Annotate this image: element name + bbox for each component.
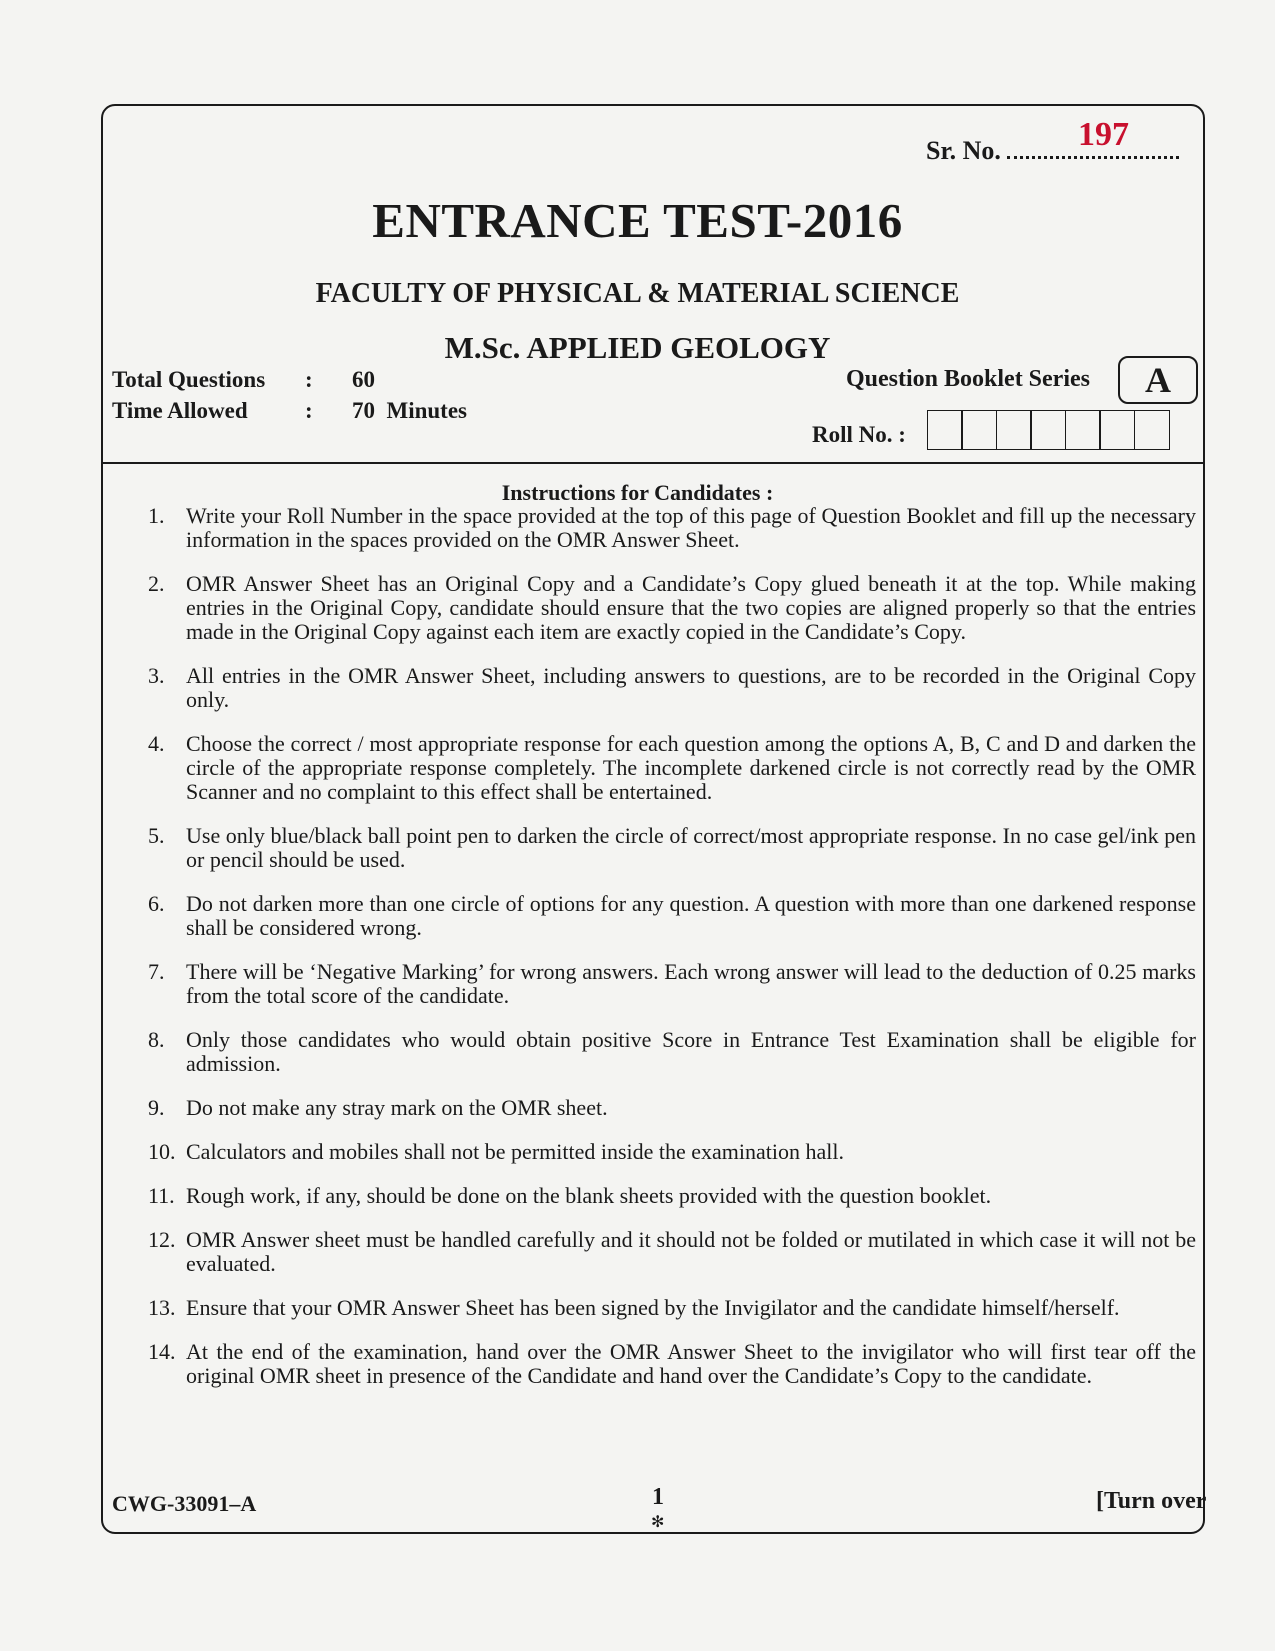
roll-number-box[interactable] xyxy=(961,410,997,450)
instruction-item xyxy=(148,1228,1196,1276)
exam-title: ENTRANCE TEST-2016 xyxy=(372,193,903,248)
instruction-item xyxy=(148,732,1196,804)
turn-over-note: [Turn over xyxy=(1096,1488,1207,1514)
total-questions-colon: : xyxy=(305,367,313,392)
booklet-series-box: A xyxy=(1118,356,1198,404)
faculty-name: FACULTY OF PHYSICAL & MATERIAL SCIENCE xyxy=(315,278,960,309)
instruction-text: Only those candidates who would obtain positive Score in Entrance Test Examination shall be eligible for admission. xyxy=(186,1027,1196,1076)
instruction-number: 5. xyxy=(148,823,165,848)
instruction-number: 1. xyxy=(148,503,165,528)
instruction-item xyxy=(148,1140,1196,1164)
instruction-number: 13. xyxy=(148,1295,176,1320)
roll-number-box[interactable] xyxy=(927,410,963,450)
instructions-list xyxy=(148,504,1196,1408)
roll-number-box[interactable] xyxy=(1030,410,1066,450)
instruction-text: Choose the correct / most appropriate response for each question among the options A, B, C and D and darken the circle of the appropriate response completely. The incomplete darkened circle is not correctly read by the OMR Scanner and no complaint to this effect shall be entertained. xyxy=(186,731,1196,804)
serial-number-dotted-line xyxy=(1007,156,1179,159)
time-allowed-colon: : xyxy=(305,398,313,423)
page-number: 1 xyxy=(652,1484,664,1510)
instruction-number: 8. xyxy=(148,1027,165,1052)
instruction-item xyxy=(148,664,1196,712)
instruction-text: Calculators and mobiles shall not be permitted inside the examination hall. xyxy=(186,1139,845,1164)
instruction-number: 2. xyxy=(148,571,165,596)
roll-number-box[interactable] xyxy=(1134,410,1170,450)
instruction-text: Ensure that your OMR Answer Sheet has been signed by the Invigilator and the candidate himself/herself. xyxy=(186,1295,1120,1320)
instruction-item xyxy=(148,504,1196,552)
total-questions-value: 60 xyxy=(352,367,375,392)
instruction-number: 6. xyxy=(148,891,165,916)
instruction-item xyxy=(148,1340,1196,1388)
instruction-number: 12. xyxy=(148,1227,176,1252)
instruction-number: 11. xyxy=(148,1183,175,1208)
instruction-text: Do not make any stray mark on the OMR sheet. xyxy=(186,1095,608,1120)
instruction-text: Write your Roll Number in the space provided at the top of this page of Question Booklet and fill up the necessary information in the spaces provided on the OMR Answer Sheet. xyxy=(186,503,1196,552)
time-allowed-value: 70 Minutes xyxy=(352,398,467,423)
roll-number-box[interactable] xyxy=(1065,410,1101,450)
roll-number-box[interactable] xyxy=(1099,410,1135,450)
instruction-number: 3. xyxy=(148,663,165,688)
asterisk-icon: ✻ xyxy=(651,1514,665,1531)
header-divider xyxy=(101,462,1205,464)
roll-number-label: Roll No. : xyxy=(812,422,906,447)
roll-number-boxes[interactable] xyxy=(928,410,1170,450)
instruction-number: 14. xyxy=(148,1339,176,1364)
instructions-heading: Instructions for Candidates : xyxy=(501,480,774,505)
instruction-text: At the end of the examination, hand over the OMR Answer Sheet to the invigilator who will first tear off the original OMR sheet in presence of the Candidate and hand over the Candidate’s Copy to the candidate. xyxy=(186,1339,1196,1388)
serial-number-label: Sr. No. xyxy=(926,136,1001,165)
roll-number-box[interactable] xyxy=(996,410,1032,450)
instruction-number: 10. xyxy=(148,1139,176,1164)
instruction-text: There will be ‘Negative Marking’ for wrong answers. Each wrong answer will lead to the deduction of 0.25 marks from the total score of the candidate. xyxy=(186,959,1196,1008)
booklet-series-label: Question Booklet Series xyxy=(846,366,1090,392)
instruction-item xyxy=(148,572,1196,644)
instruction-text: OMR Answer sheet must be handled carefully and it should not be folded or mutilated in which case it will not be evaluated. xyxy=(186,1227,1196,1276)
serial-number-value: 197 xyxy=(1078,116,1129,153)
instruction-item xyxy=(148,892,1196,940)
instruction-item xyxy=(148,1296,1196,1320)
instruction-item xyxy=(148,1096,1196,1120)
instruction-item xyxy=(148,1028,1196,1076)
instruction-text: Rough work, if any, should be done on the blank sheets provided with the question booklet. xyxy=(186,1183,992,1208)
instruction-text: Use only blue/black ball point pen to darken the circle of correct/most appropriate response. In no case gel/ink pen or pencil should be used. xyxy=(186,823,1196,872)
booklet-code: CWG-33091–A xyxy=(112,1491,257,1516)
instruction-item xyxy=(148,1184,1196,1208)
time-allowed-label: Time Allowed xyxy=(112,398,248,423)
instruction-text: All entries in the OMR Answer Sheet, including answers to questions, are to be recorded in the Original Copy only. xyxy=(186,663,1196,712)
instruction-text: Do not darken more than one circle of options for any question. A question with more than one darkened response shall be considered wrong. xyxy=(186,891,1196,940)
instruction-number: 4. xyxy=(148,731,165,756)
instruction-item xyxy=(148,960,1196,1008)
instruction-number: 7. xyxy=(148,959,165,984)
instruction-item xyxy=(148,824,1196,872)
serial-number-field xyxy=(926,136,1179,166)
instruction-text: OMR Answer Sheet has an Original Copy and a Candidate’s Copy glued beneath it at the top. While making entries in the Original Copy, candidate should ensure that the two copies are aligned properly so that the entries made in the Original Copy against each item are exactly copied in the Candidate’s Copy. xyxy=(186,571,1196,644)
total-questions-label: Total Questions xyxy=(112,367,266,392)
instruction-number: 9. xyxy=(148,1095,165,1120)
subject-name: M.Sc. APPLIED GEOLOGY xyxy=(444,330,831,365)
